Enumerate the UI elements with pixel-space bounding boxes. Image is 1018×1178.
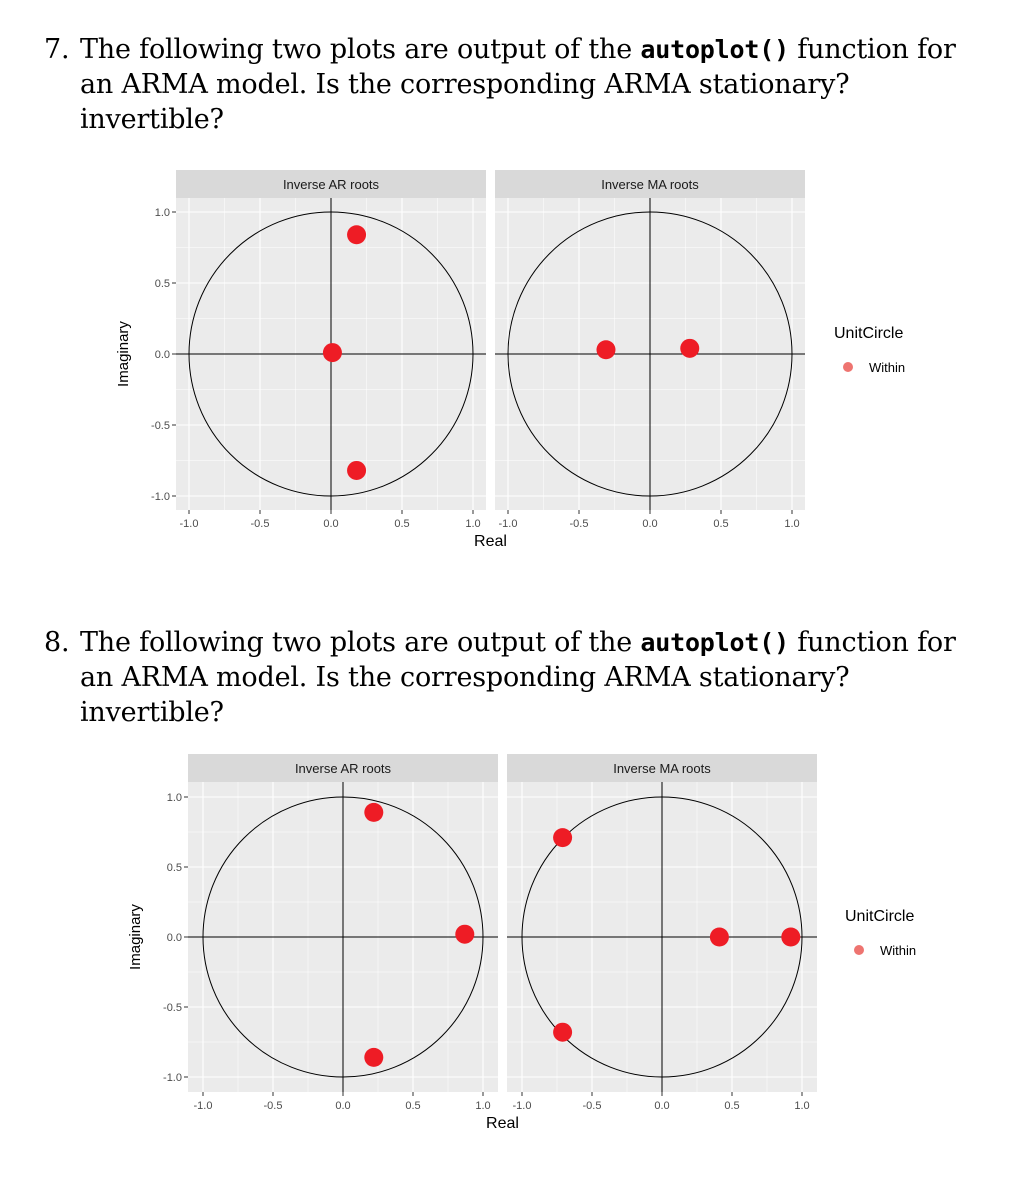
- root-point: [455, 925, 474, 944]
- y-axis-label: Imaginary: [115, 321, 132, 387]
- x-axis-label: Real: [486, 1115, 519, 1132]
- x-tick-label: 0.5: [713, 518, 729, 530]
- panel-ar: [115, 170, 486, 530]
- x-tick-label: -0.5: [582, 1100, 602, 1112]
- root-point: [781, 928, 800, 947]
- y-tick-label: 1.0: [154, 207, 170, 219]
- x-tick-label: -0.5: [569, 518, 589, 530]
- x-tick-label: -1.0: [512, 1100, 532, 1112]
- x-tick-label: 0.5: [724, 1100, 740, 1112]
- x-tick-label: 1.0: [465, 518, 481, 530]
- x-tick-label: 0.0: [335, 1100, 351, 1112]
- x-axis-label: Real: [474, 533, 507, 550]
- root-point: [553, 1023, 572, 1042]
- question-text: [80, 625, 984, 730]
- y-tick-label: 0.5: [154, 278, 170, 290]
- x-tick-label: -1.0: [193, 1100, 213, 1112]
- code-autoplot: autoplot(): [640, 628, 789, 657]
- root-point: [347, 225, 366, 244]
- x-tick-label: 0.5: [394, 518, 410, 530]
- y-tick-label: -1.0: [163, 1072, 182, 1084]
- x-tick-label: 1.0: [794, 1100, 810, 1112]
- x-tick-label: -0.5: [263, 1100, 283, 1112]
- roots-plot: [0, 168, 1018, 568]
- legend-label: Within: [880, 943, 917, 958]
- root-point: [323, 343, 342, 362]
- y-tick-label: 0.0: [166, 932, 182, 944]
- question-text-post: function for an ARMA model. Is the corresponding ARMA stationary? invertible?: [80, 627, 956, 728]
- y-axis-label: Imaginary: [127, 904, 144, 970]
- root-point: [680, 339, 699, 358]
- y-tick-label: 0.0: [154, 349, 170, 361]
- y-tick-label: -1.0: [151, 491, 170, 503]
- x-tick-label: -1.0: [179, 518, 199, 530]
- question-number: 7.: [44, 34, 70, 65]
- panel-title: Inverse AR roots: [294, 761, 392, 776]
- panel-title: Inverse MA roots: [601, 177, 699, 192]
- root-point: [364, 803, 383, 822]
- panel-title: Inverse AR roots: [282, 177, 380, 192]
- x-tick-label: 1.0: [475, 1100, 491, 1112]
- x-tick-label: 0.0: [654, 1100, 670, 1112]
- question-8: [44, 625, 984, 730]
- y-tick-label: 0.5: [166, 862, 182, 874]
- roots-plot: [0, 752, 1018, 1152]
- question-7: [44, 32, 984, 137]
- roots-figure-q8: [0, 752, 1018, 1156]
- root-point: [710, 928, 729, 947]
- x-tick-label: -1.0: [498, 518, 518, 530]
- panel-ma: [507, 754, 817, 1112]
- root-point: [553, 828, 572, 847]
- y-tick-label: -0.5: [163, 1002, 182, 1014]
- roots-figure-q7: [0, 168, 1018, 572]
- root-point: [364, 1048, 383, 1067]
- code-autoplot: autoplot(): [640, 35, 789, 64]
- panel-ma: [495, 170, 805, 530]
- x-tick-label: 1.0: [784, 518, 800, 530]
- x-tick-label: -0.5: [250, 518, 270, 530]
- question-text: [80, 32, 984, 137]
- x-tick-label: 0.5: [405, 1100, 421, 1112]
- legend-point-icon: [854, 945, 864, 955]
- x-tick-label: 0.0: [642, 518, 658, 530]
- legend-title: UnitCircle: [834, 325, 904, 342]
- x-tick-label: 0.0: [323, 518, 339, 530]
- root-point: [347, 461, 366, 480]
- panel-title: Inverse MA roots: [613, 761, 711, 776]
- question-number: 8.: [44, 627, 70, 658]
- question-text-post: function for an ARMA model. Is the corresponding ARMA stationary? invertible?: [80, 34, 956, 135]
- y-tick-label: -0.5: [151, 420, 170, 432]
- y-tick-label: 1.0: [166, 792, 182, 804]
- legend-label: Within: [869, 360, 906, 375]
- legend-point-icon: [843, 362, 853, 372]
- question-text-pre: The following two plots are output of the: [80, 34, 641, 65]
- panel-ar: [127, 754, 498, 1112]
- legend-title: UnitCircle: [845, 908, 915, 925]
- root-point: [596, 340, 615, 359]
- question-text-pre: The following two plots are output of the: [80, 627, 641, 658]
